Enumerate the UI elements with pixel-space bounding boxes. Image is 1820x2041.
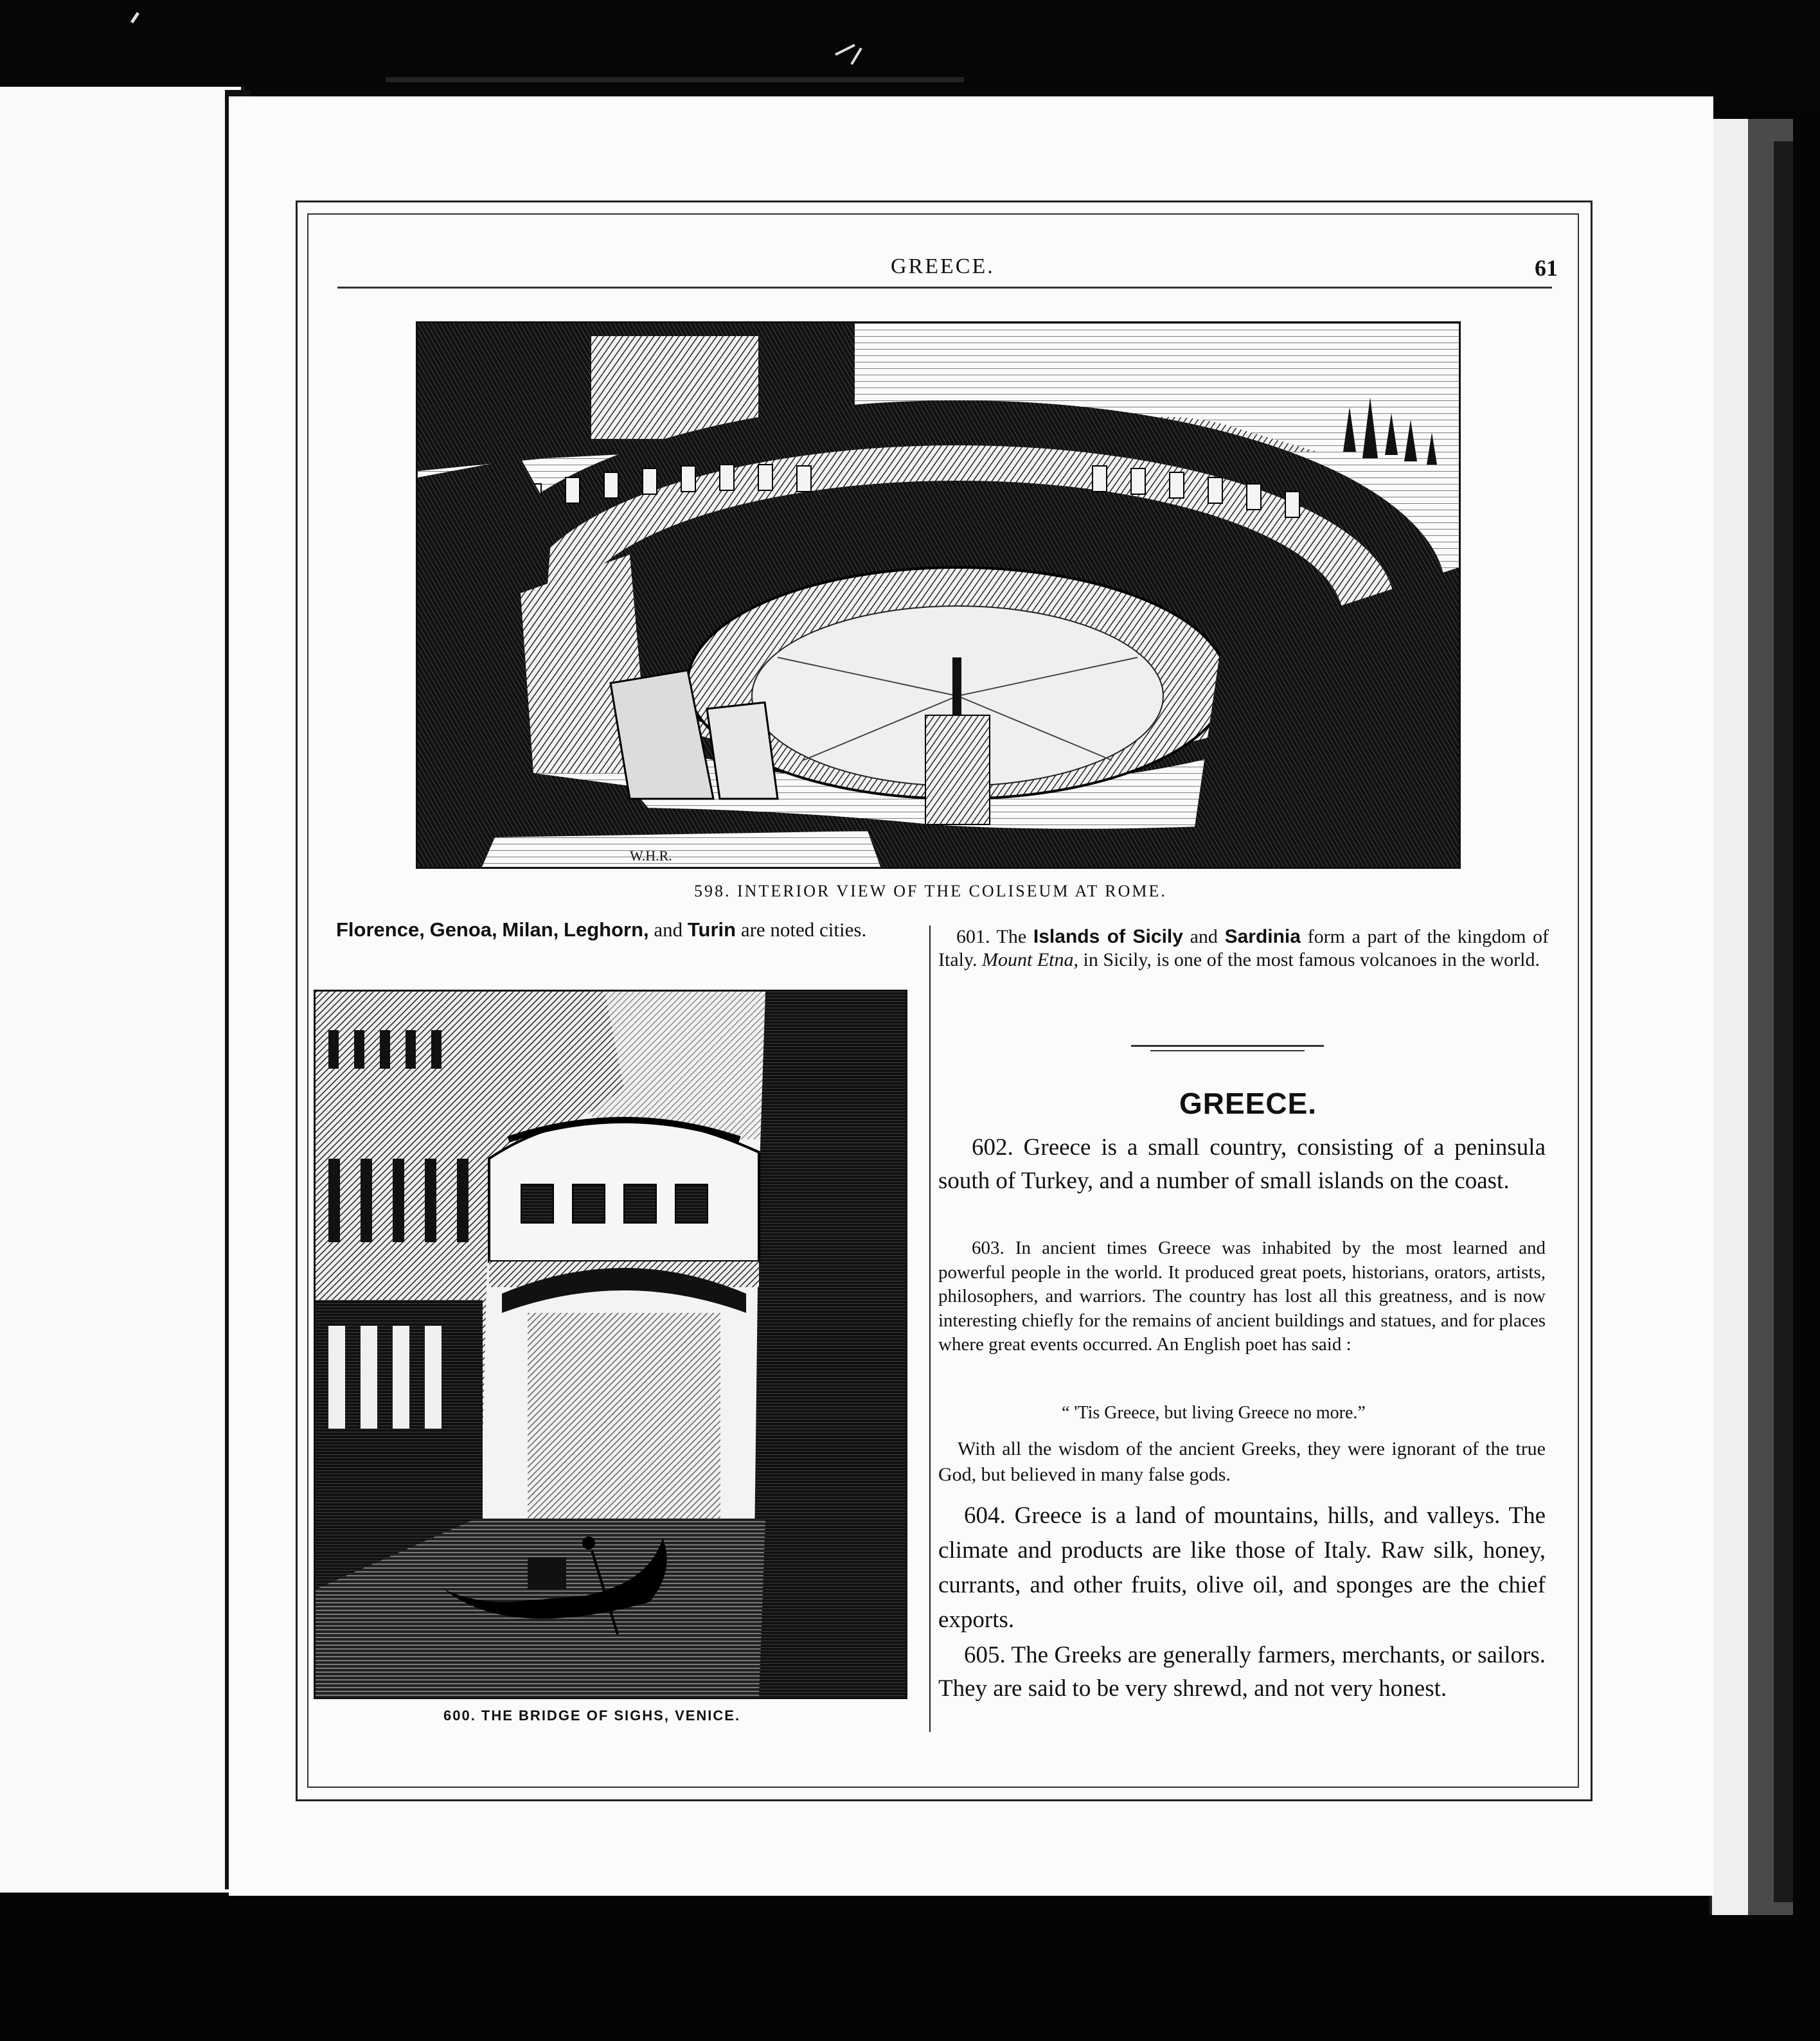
city-florence: Florence, [336,918,425,941]
coliseum-illustration [416,321,1461,869]
paragraph-602: 602. Greece is a small country, consisting of a peninsula south of Turkey, and a number of small islands on the coast. [938,1134,1546,1194]
book-binding-shadow [1774,141,1793,1902]
coliseum-engraving [418,323,1459,867]
city-genoa: Genoa, [429,918,497,941]
p601-and: and [1190,926,1218,947]
p601-islands: Islands of Sicily [1033,926,1183,947]
p601-rest2: in Sicily, is one of the most famous volcanoes in the world. [1083,949,1540,970]
cities-paragraph [317,919,916,941]
page-number: 61 [1535,255,1558,281]
p601-sardinia: Sardinia [1224,926,1301,947]
city-leghorn: Leghorn, [564,918,649,941]
coliseum-caption: 598. INTERIOR VIEW OF THE COLISEUM AT ROME. [694,882,1167,900]
section-rule-top [1131,1045,1324,1047]
scan-noise [0,0,1820,109]
p601-num: 601. The [956,926,1027,947]
cities-tail: are noted cities. [740,918,867,941]
paragraph-605: 605. The Greeks are generally farmers, merchants, or sailors. They are said to be very shrewd, and not very honest. [938,1642,1546,1702]
city-turin: Turin [687,918,736,941]
facing-page [0,87,245,1893]
city-milan: Milan, [502,918,559,941]
paragraph-601 [938,925,1549,972]
running-head [0,254,1820,285]
paragraph-603: 603. In ancient times Greece was inhabited by the most learned and powerful people in the world. It produced great poets, historians, orators, artists, philosophers, and warriors. The country has lost all this greatness, and is now interesting chiefly for the remains of ancient buildings and statues, and for places where great events occurred. An English poet has said : [938,1238,1546,1355]
p601-rest1: form a part of the kingdom of Italy. [938,926,1549,970]
bridge-caption: 600. THE BRIDGE OF SIGHS, VENICE. [443,1707,741,1724]
column-divider [929,925,931,1732]
paragraph-603-continued: With all the wisdom of the ancient Greeks, they were ignorant of the true God, but believed in many false gods. [938,1438,1546,1485]
bridge-of-sighs-illustration [314,990,907,1699]
engraver-signature: W.H.R. [630,848,672,864]
poet-quote: “ 'Tis Greece, but living Greece no more.” [1062,1403,1366,1423]
running-title: GREECE. [891,254,995,278]
bridge-engraving [316,992,906,1697]
paragraph-604: 604. Greece is a land of mountains, hills, and valleys. The climate and products are like those of Italy. Raw silk, honey, currants, and other fruits, olive oil, and sponges are the chief exports. [938,1502,1546,1633]
header-rule [337,287,1552,289]
p601-mount-etna: Mount Etna, [982,949,1079,970]
cities-and: and [654,918,683,941]
section-heading-greece: GREECE. [1179,1087,1317,1120]
section-rule-bottom [1150,1050,1305,1051]
